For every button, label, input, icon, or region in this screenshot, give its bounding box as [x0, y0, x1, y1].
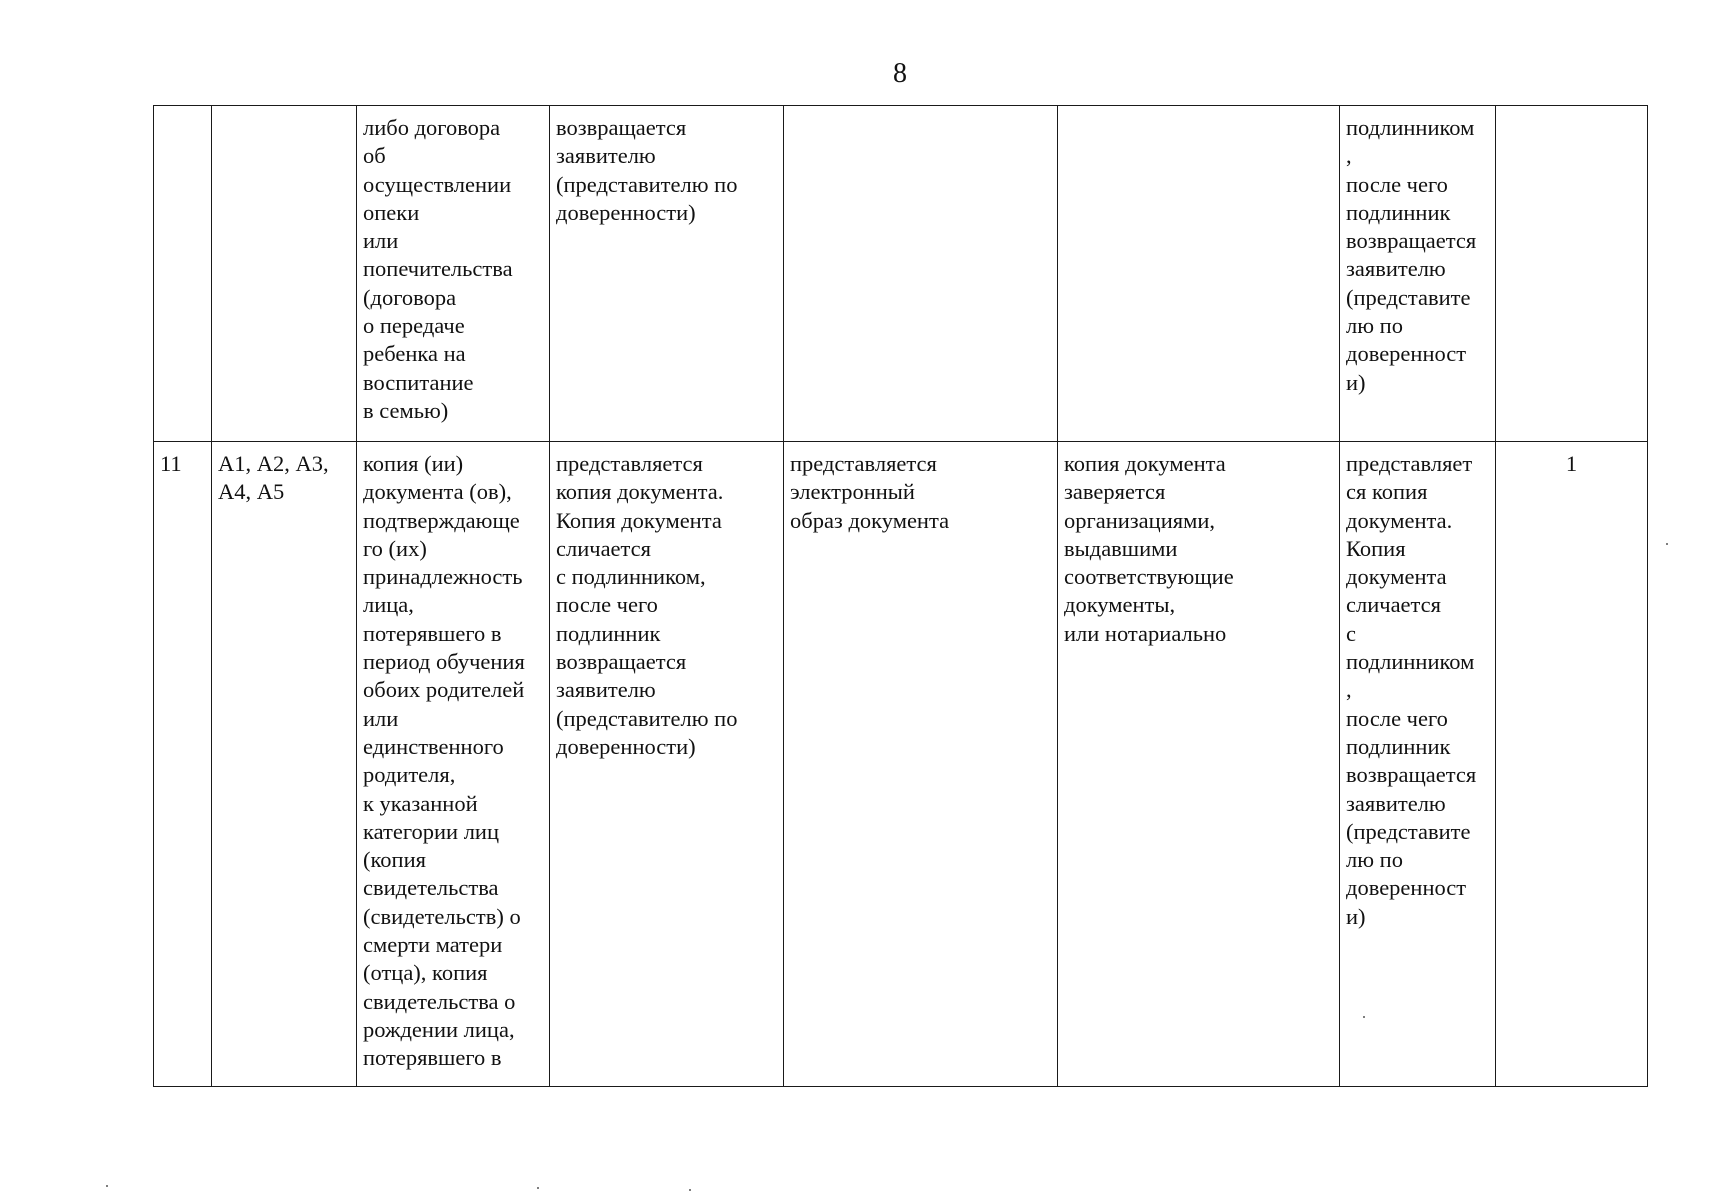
table-row [154, 106, 1648, 442]
paper-submission-cell: возвращается заявителю (представителю по доверенности) [550, 106, 784, 442]
scan-speck [537, 1187, 539, 1189]
electronic-submission-cell: представляется электронный образ документа [784, 442, 1058, 1087]
page-number: 8 [893, 58, 907, 89]
document-count-cell [1496, 106, 1648, 442]
mfc-submission-cell: представляет ся копия документа. Копия документа сличается с подлинником , после чего подлинник возвращается заявителю (представите лю по доверенност и) [1340, 442, 1496, 1087]
row-number-cell [154, 106, 212, 442]
document-name-cell: либо договора об осуществлении опеки или попечительства (договора о передаче ребенка на воспитание в семью) [357, 106, 550, 442]
document-table [153, 105, 1648, 1087]
category-cell: А1, А2, А3, А4, А5 [212, 442, 357, 1087]
document-name-cell: копия (ии) документа (ов), подтверждающе го (их) принадлежность лица, потерявшего в период обучения обоих родителей или единственного родителя, к указанной категории лиц (копия свидетельства (свидетельств) о смерти матери (отца), копия свидетельства о рождении лица, потерявшего в [357, 442, 550, 1087]
paper-submission-cell: представляется копия документа. Копия документа сличается с подлинником, после чего подлинник возвращается заявителю (представителю по доверенности) [550, 442, 784, 1087]
category-cell [212, 106, 357, 442]
mfc-submission-cell: подлинником , после чего подлинник возвращается заявителю (представите лю по доверенност и) [1340, 106, 1496, 442]
document-count-cell: 1 [1496, 442, 1648, 1087]
scan-speck [106, 1185, 108, 1187]
scan-speck [689, 1189, 691, 1191]
certification-requirements-cell: копия документа заверяется организациями, выдавшими соответствующие документы, или нотариально [1058, 442, 1340, 1087]
scan-speck [1666, 543, 1668, 545]
table-row [154, 442, 1648, 1087]
electronic-submission-cell [784, 106, 1058, 442]
certification-requirements-cell [1058, 106, 1340, 442]
scan-speck [1363, 1016, 1365, 1018]
row-number-cell: 11 [154, 442, 212, 1087]
